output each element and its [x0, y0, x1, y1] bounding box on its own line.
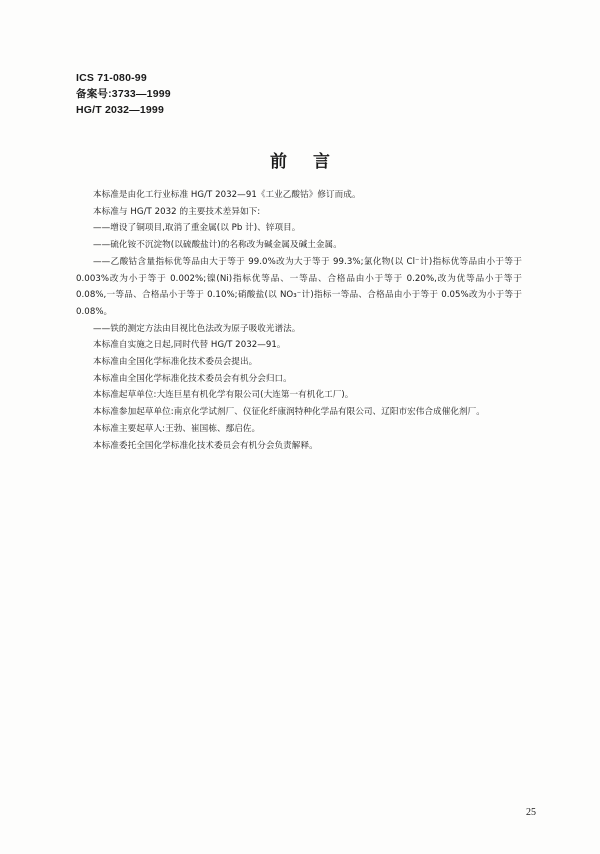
paragraph: ——硫化铵不沉淀物(以硫酸盐计)的名称改为碱金属及碱土金属。 [93, 240, 342, 251]
ics-code: ICS 71-080-99 [76, 72, 147, 84]
paragraph: 本标准由全国化学标准化技术委员会提出。 [93, 357, 258, 368]
paragraph: 本标准自实施之日起,同时代替 HG/T 2032—91。 [93, 340, 286, 351]
paragraph: 本标准是由化工行业标准 HG/T 2032—91《工业乙酸钴》修订而成。 [93, 190, 361, 200]
foreword-body [76, 187, 522, 454]
page-title: 前言 [270, 152, 356, 172]
page-number: 25 [526, 807, 536, 818]
paragraph: 本标准起草单位:大连巨星有机化学有限公司(大连第一有机化工厂)。 [93, 390, 354, 401]
standard-header [76, 70, 171, 118]
standard-number: HG/T 2032—1999 [76, 104, 165, 116]
record-number: 备案号:3733—1999 [76, 88, 171, 100]
paragraph: 本标准与 HG/T 2032 的主要技术差异如下: [93, 206, 261, 217]
paragraph: 本标准参加起草单位:南京化学试剂厂、仪征化纤康润特种化学品有限公司、辽阳市宏伟合成催化剂厂。 [93, 407, 485, 418]
paragraph: 本标准主要起草人:王勃、崔国栋、鄢启佐。 [93, 423, 261, 434]
paragraph: 本标准由全国化学标准化技术委员会有机分会归口。 [93, 373, 292, 384]
paragraph: ——乙酸钴含量指标优等品由大于等于 99.0%改为大于等于 99.3%;氯化物(以 Cl⁻计)指标优等品由小于等于 0.003%改为小于等于 0.002%;镍(Ni)指标优等品、一等品、合格品由小于等于 0.20%,改为优等品小于等于 0.08%,一等品、合格品小于等于 0.10%;硝酸盐(以 NO₃⁻计)指标一等品、合格品由小于等于 0.05%改为小于等于 0.08%。 [76, 256, 522, 317]
paragraph: ——增设了铜项目,取消了重金属(以 Pb 计)、锌项目。 [93, 223, 301, 234]
paragraph: 本标准委托全国化学标准化技术委员会有机分会负责解释。 [93, 440, 318, 451]
paragraph: ——铁的测定方法由目视比色法改为原子吸收光谱法。 [93, 323, 301, 334]
